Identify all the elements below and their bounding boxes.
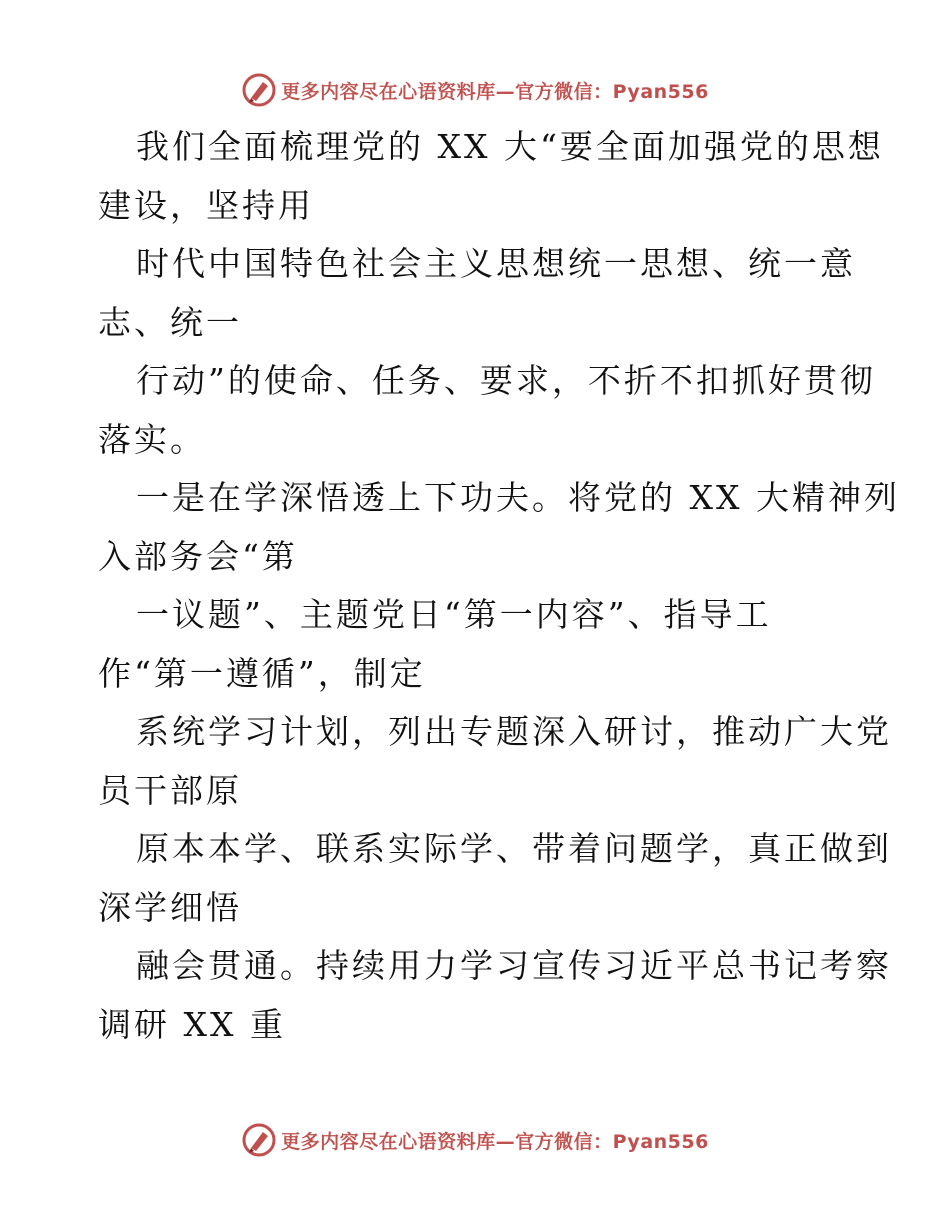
header-banner-text: 更多内容尽在心语资料库—官方微信：Pyan556	[281, 80, 709, 103]
text-line: 一是在学深悟透上下功夫。将党的 XX 大精神列	[136, 478, 900, 517]
text-line: 作“第一遵循”，制定	[98, 653, 426, 693]
document-body	[98, 118, 900, 1054]
text-line: 原本本学、联系实际学、带着问题学，真正做到	[136, 829, 892, 868]
text-line: 入部务会“第	[98, 536, 298, 576]
text-line: 我们全面梳理党的 XX 大“要全面加强党的思想	[136, 127, 884, 166]
header-banner	[0, 70, 950, 110]
text-line: 系统学习计划，列出专题深入研讨，推动广大党	[136, 712, 892, 751]
footer-banner-text: 更多内容尽在心语资料库—官方微信：Pyan556	[281, 1130, 709, 1153]
text-line: 时代中国特色社会主义思想统一思想、统一意	[136, 244, 856, 283]
text-line: 员干部原	[98, 770, 242, 810]
text-line: 落实。	[98, 419, 206, 459]
text-line: 建设，坚持用	[98, 185, 314, 225]
footer-banner	[0, 1120, 950, 1160]
text-line: 行动”的使命、任务、要求，不折不扣抓好贯彻	[136, 361, 876, 400]
text-line: 融会贯通。持续用力学习宣传习近平总书记考察	[136, 946, 892, 985]
text-line: 志、统一	[98, 302, 242, 342]
text-line: 调研 XX 重	[98, 1004, 286, 1044]
text-line: 一议题”、主题党日“第一内容”、指导工	[136, 595, 772, 634]
text-line: 深学细悟	[98, 887, 242, 927]
pen-logo-icon	[241, 72, 277, 108]
pen-logo-icon	[241, 1122, 277, 1158]
